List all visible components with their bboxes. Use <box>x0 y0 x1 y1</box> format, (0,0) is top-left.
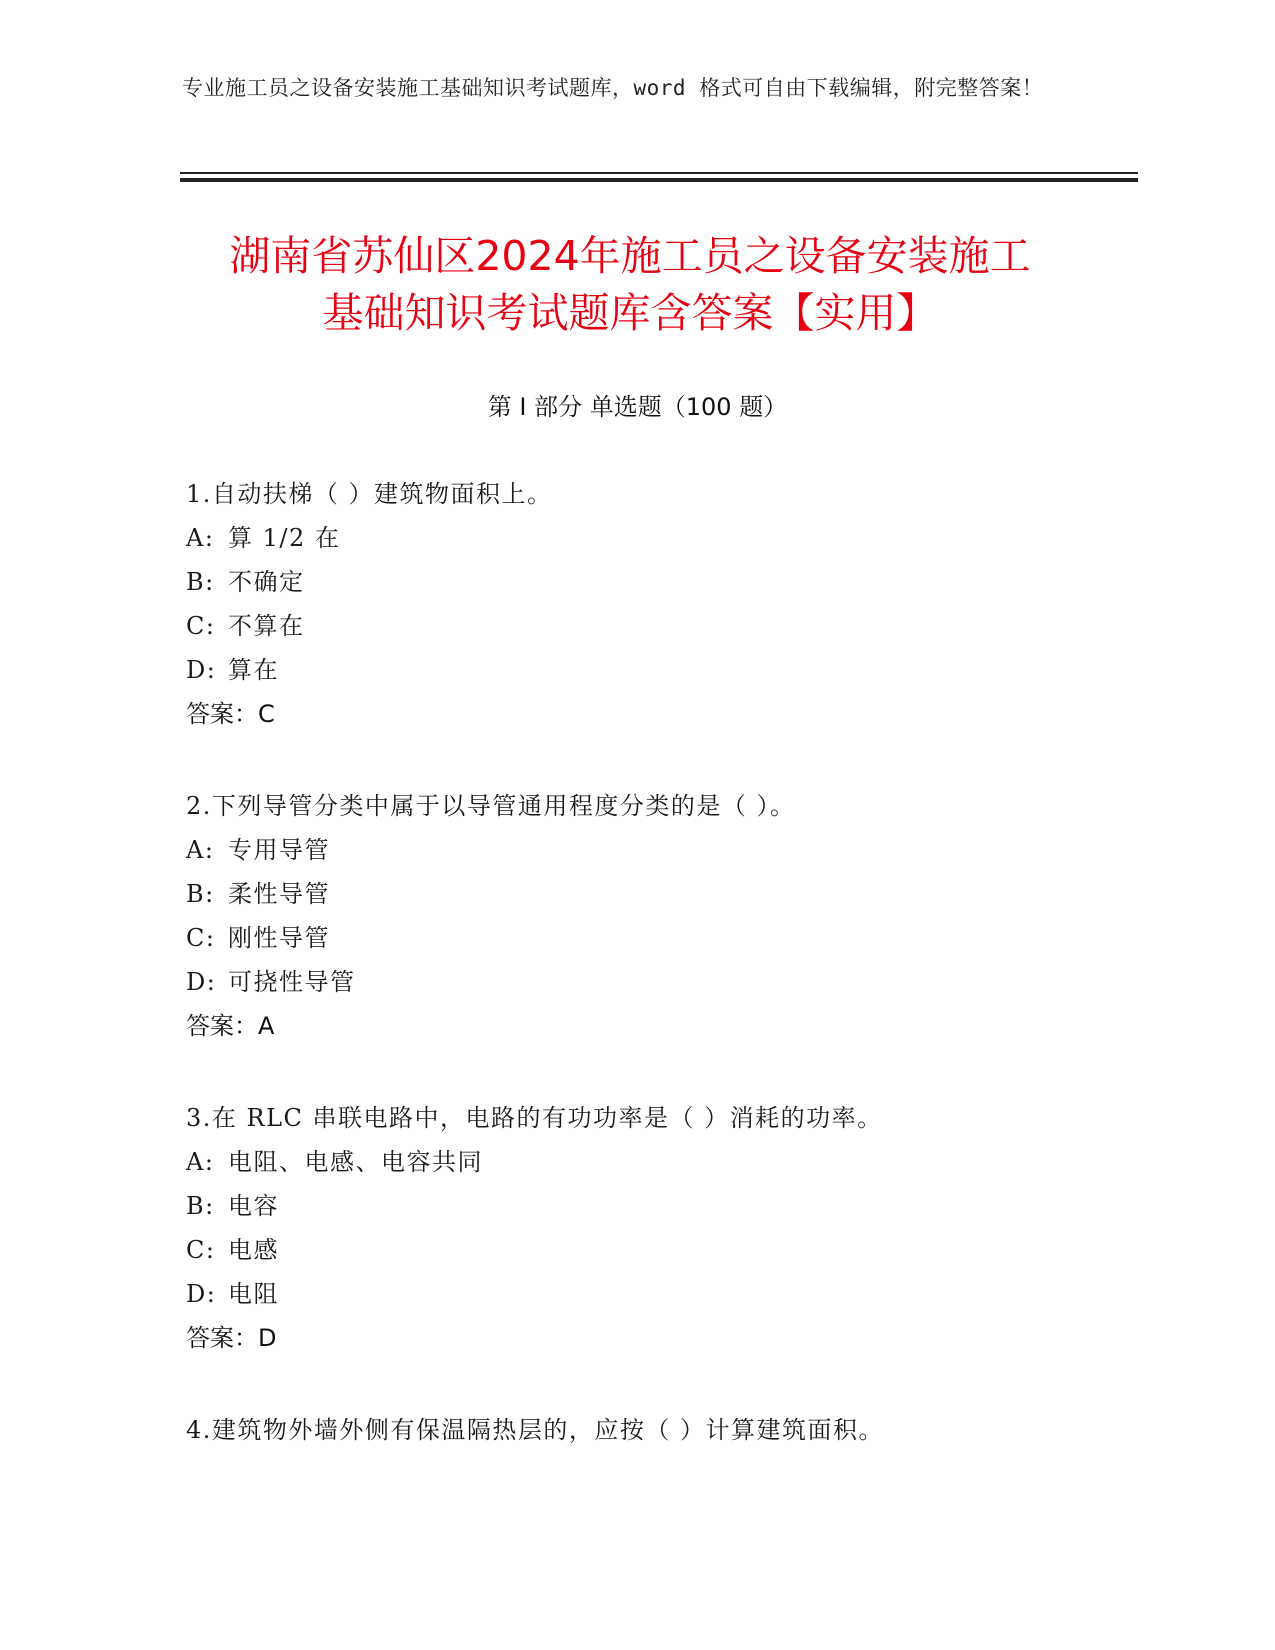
option-key: A: <box>186 836 215 864</box>
document-title <box>150 228 1110 342</box>
option-text: 不算在 <box>228 612 305 640</box>
option-text: 不确定 <box>228 568 305 596</box>
title-line-1: 湖南省苏仙区2024年施工员之设备安装施工 <box>229 232 1031 280</box>
option-a <box>186 828 1146 872</box>
option-b <box>186 872 1146 916</box>
option-key: D: <box>186 656 217 684</box>
question-item <box>186 784 1146 1048</box>
option-d <box>186 1272 1146 1316</box>
option-text: 刚性导管 <box>228 924 330 952</box>
answer-line: 答案：A <box>186 1012 275 1040</box>
option-key: D: <box>186 1280 217 1308</box>
option-text: 电容 <box>228 1192 279 1220</box>
option-text: 柔性导管 <box>228 880 330 908</box>
option-c <box>186 1228 1146 1272</box>
question-stem: 3.在 RLC 串联电路中，电路的有功功率是（ ）消耗的功率。 <box>186 1104 883 1132</box>
option-text: 电阻 <box>228 1280 279 1308</box>
answer-line: 答案：C <box>186 700 275 728</box>
question-item <box>186 472 1146 736</box>
option-text: 电感 <box>228 1236 279 1264</box>
question-item <box>186 1408 1146 1452</box>
option-a <box>186 516 1146 560</box>
section-heading: 第 I 部分 单选题（100 题） <box>487 393 788 421</box>
header-divider-thick <box>180 178 1138 182</box>
question-stem: 2.下列导管分类中属于以导管通用程度分类的是（ ）。 <box>186 792 796 820</box>
option-text: 可挠性导管 <box>228 968 356 996</box>
header-divider-thin <box>180 172 1138 174</box>
question-item <box>186 1096 1146 1360</box>
option-d <box>186 648 1146 692</box>
option-key: A: <box>186 1148 215 1176</box>
option-key: C: <box>186 612 216 640</box>
option-text: 算在 <box>228 656 279 684</box>
option-c <box>186 604 1146 648</box>
option-d <box>186 960 1146 1004</box>
option-text: 专用导管 <box>228 836 330 864</box>
option-text: 算 1/2 在 <box>228 524 341 552</box>
option-key: A: <box>186 524 215 552</box>
option-text: 电阻、电感、电容共同 <box>228 1148 483 1176</box>
question-stem: 4.建筑物外墙外侧有保温隔热层的，应按（ ）计算建筑面积。 <box>186 1416 885 1444</box>
option-b <box>186 1184 1146 1228</box>
option-key: B: <box>186 880 215 908</box>
option-key: B: <box>186 1192 215 1220</box>
option-key: C: <box>186 1236 216 1264</box>
option-key: B: <box>186 568 215 596</box>
answer-line: 答案：D <box>186 1324 277 1352</box>
title-line-2: 基础知识考试题库含答案【实用】 <box>322 289 938 337</box>
question-list <box>186 472 1146 1500</box>
question-stem: 1.自动扶梯（ ）建筑物面积上。 <box>186 480 553 508</box>
option-key: C: <box>186 924 216 952</box>
option-c <box>186 916 1146 960</box>
header-note: 专业施工员之设备安装施工基础知识考试题库，word 格式可自由下载编辑，附完整答案！ <box>182 76 1044 100</box>
option-key: D: <box>186 968 217 996</box>
option-b <box>186 560 1146 604</box>
option-a <box>186 1140 1146 1184</box>
